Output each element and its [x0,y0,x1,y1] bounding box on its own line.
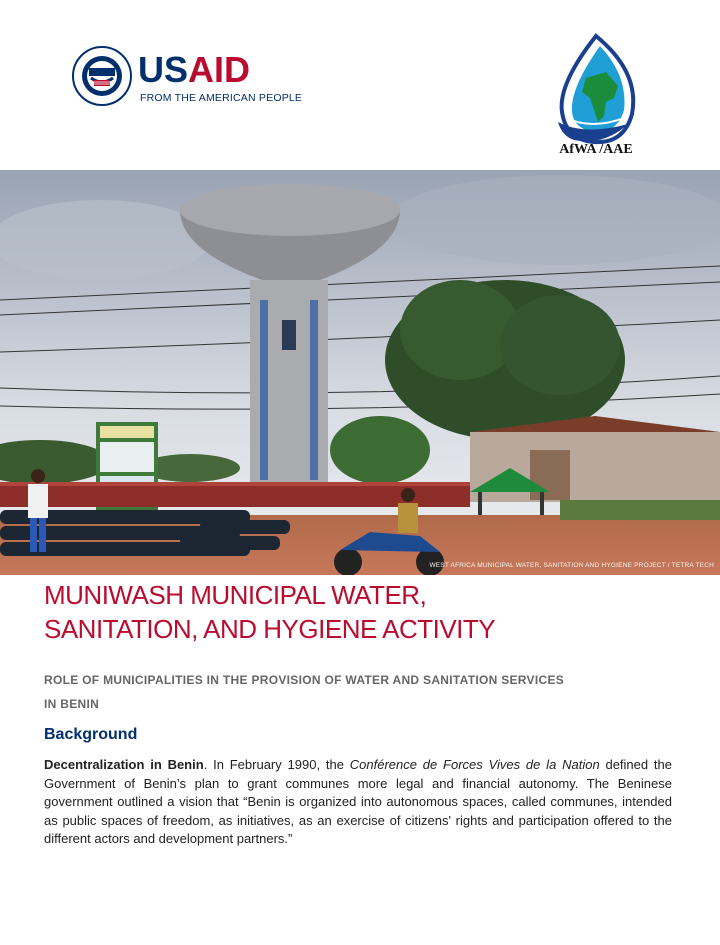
section-heading: Background [44,726,138,743]
title-line-2: SANITATION, AND HYGIENE ACTIVITY [44,614,496,644]
page-header [0,0,720,170]
usaid-seal-logo [72,46,132,106]
subtitle-line-1: ROLE OF MUNICIPALITIES IN THE PROVISION OF WATER AND SANITATION SERVICES [44,673,565,687]
photo-credit: WEST AFRICA MUNICIPAL WATER, SANITATION AND HYGIENE PROJECT / TETRA TECH [429,562,714,569]
para-part-2: defined the Government of Benin’s plan to grant communes more legal and financial autonomy. The Beninese government outlined a vision that “Benin is organized into autonomous spaces, called communes, intended as public spaces of freedom, as initiatives, as an exercise of citizens' rights and participation offered to the different actors and development partners.” [44,757,672,846]
title-line-1: MUNIWASH MUNICIPAL WATER, [44,580,427,610]
para-lead: Decentralization in Benin [44,757,204,772]
para-part-1: . In February 1990, the [203,757,350,772]
cover-photo [0,170,720,575]
document-title [44,578,684,646]
document-subtitle [44,668,664,716]
subtitle-line-2: IN BENIN [44,697,100,711]
afwa-logo [544,32,644,160]
water-tower-scene [0,170,720,575]
usaid-tagline: FROM THE AMERICAN PEOPLE [140,92,303,104]
afwa-label: AfWA /AAE [559,142,633,157]
para-italic: Conférence de Forces Vives de la Nation [349,757,600,772]
background-paragraph [44,756,672,849]
usaid-wordmark: USAID [138,49,251,90]
